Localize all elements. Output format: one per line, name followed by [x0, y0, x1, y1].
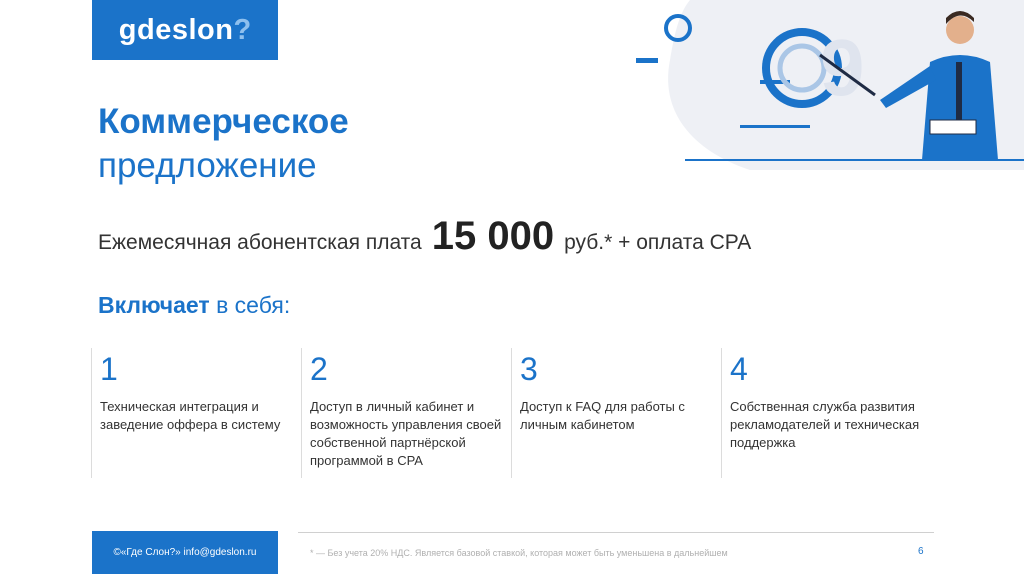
feature-text: Доступ в личный кабинет и возможность управления своей собственной партнёрской программой в CPA — [310, 399, 502, 468]
feature-number: 3 — [520, 351, 538, 387]
footer-divider — [298, 532, 934, 533]
footer-contact[interactable]: ©«Где Слон?» info@gdeslon.ru — [92, 531, 278, 574]
feature-text: Собственная служба развития рекламодателей и техническая поддержка — [730, 399, 920, 450]
page-number: 6 — [918, 546, 924, 557]
brand-logo[interactable] — [92, 0, 278, 60]
title-line-1: Коммерческое — [98, 102, 349, 141]
feature-number: 1 — [100, 351, 118, 387]
feature-item-1 — [91, 348, 300, 478]
price-line — [98, 214, 751, 259]
title-line-2: предложение — [98, 146, 317, 185]
page-title — [98, 100, 349, 188]
feature-item-2 — [301, 348, 510, 478]
feature-text: Доступ к FAQ для работы с личным кабинетом — [520, 399, 685, 432]
feature-item-3 — [511, 348, 720, 478]
includes-rest: в себя: — [209, 292, 291, 318]
logo-question-mark: ? — [233, 13, 252, 46]
logo-text: gdeslon — [118, 13, 234, 46]
teacher-illustration — [630, 0, 1024, 170]
svg-text:9: 9 — [820, 23, 865, 112]
price-prefix: Ежемесячная абонентская плата — [98, 231, 422, 254]
feature-number: 4 — [730, 351, 748, 387]
feature-text: Техническая интеграция и заведение оффера в систему — [100, 399, 281, 432]
feature-number: 2 — [310, 351, 328, 387]
footnote: * — Без учета 20% НДС. Является базовой ставкой, которая может быть уменьшена в дальнейшем — [310, 548, 728, 558]
price-amount: 15 000 — [431, 214, 555, 258]
includes-bold: Включает — [98, 292, 210, 318]
price-suffix: руб.* + оплата CPA — [564, 231, 752, 254]
includes-heading — [98, 292, 290, 319]
feature-item-4 — [721, 348, 930, 478]
